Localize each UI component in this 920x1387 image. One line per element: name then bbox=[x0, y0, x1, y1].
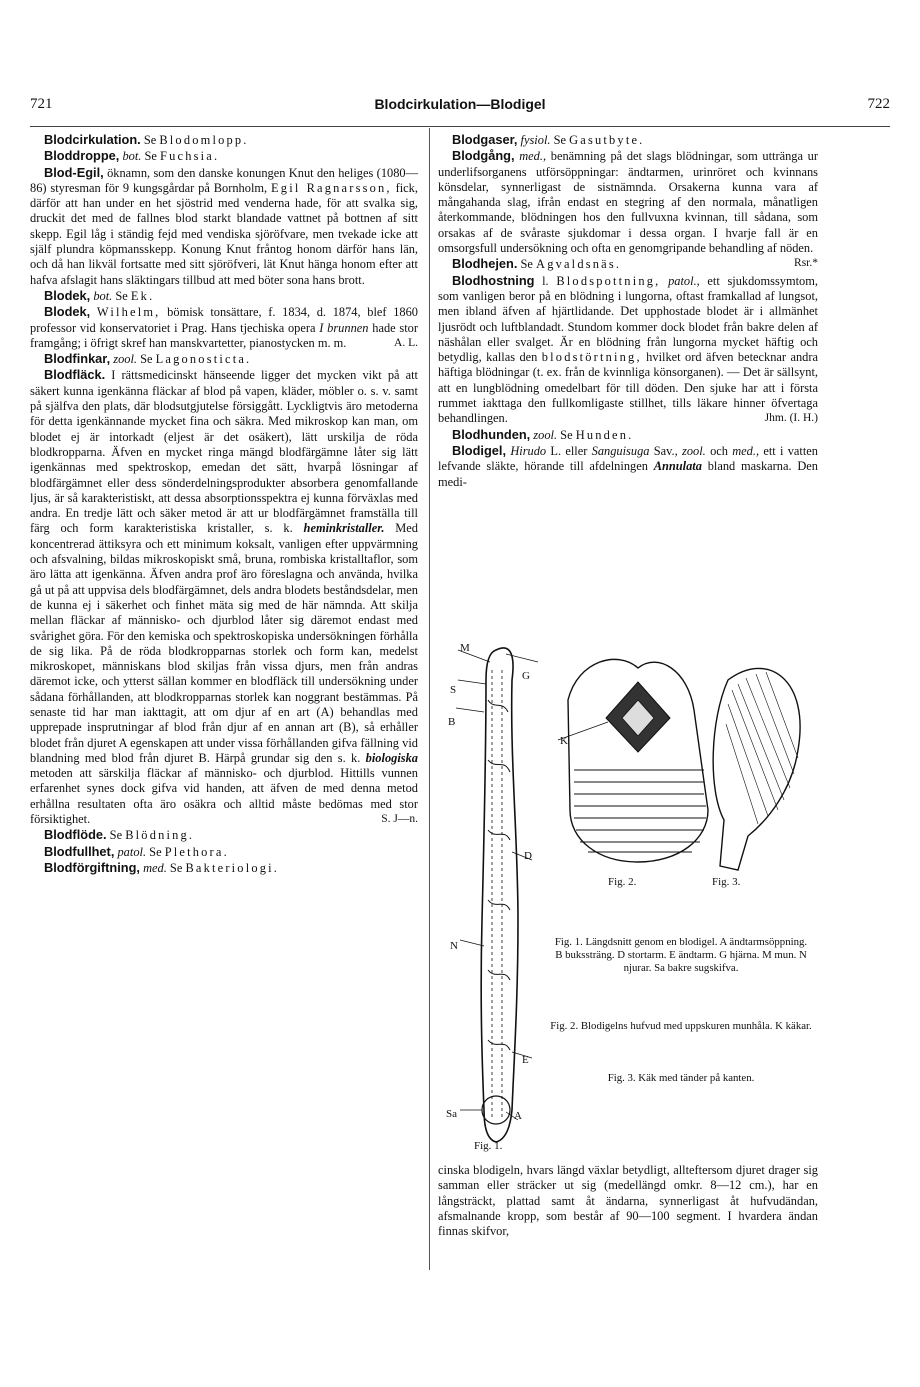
label-b: B bbox=[448, 716, 456, 728]
page-header bbox=[30, 96, 890, 118]
label-s: S bbox=[450, 684, 457, 696]
right-column bbox=[438, 132, 818, 490]
signature: Rsr.* bbox=[794, 257, 818, 270]
entry-blodcirkulation: Blodcirkulation. Se Blodomlopp. bbox=[44, 132, 249, 147]
figure-leech bbox=[438, 640, 818, 1160]
entry-blodfullhet: Blodfullhet, patol. Se Plethora. bbox=[44, 843, 229, 859]
left-column bbox=[30, 132, 418, 876]
entry-blodflode: Blodflöde. Se Blödning. bbox=[44, 827, 195, 843]
entry-blodigel: Blodigel, Hirudo L. eller Sanguisuga Sav., zool. och med., ett i vatten lefvande släkte, hörande till afdelningen Annulata bland maskarna. Den medi- bbox=[438, 442, 818, 489]
entry-bloddroppe: Bloddroppe, bot. Se Fuchsia. bbox=[44, 148, 220, 164]
fig3-label: Fig. 3. bbox=[712, 876, 741, 888]
right-column-continued bbox=[438, 1163, 818, 1239]
label-g: G bbox=[522, 670, 530, 682]
caption-fig3: Fig. 3. Käk med tänder på kanten. bbox=[607, 1072, 755, 1084]
column-divider bbox=[429, 128, 430, 1270]
label-m: M bbox=[460, 642, 470, 654]
entry-blodek-bot: Blodek, bot. Se Ek. bbox=[44, 287, 155, 303]
running-head: Blodcirkulation—Blodigel bbox=[374, 96, 546, 112]
blodigel-continuation: cinska blodigeln, hvars längd växlar betydligt, allteftersom djuret drager sig samman eller sträcker ut sig (medellängd omkr. 8—12 cm.), har en långsträckt, plattad samt åt ändarna, synnerligast åt hufvudändan, afsmalnande kropp, som består af 90—100 segment. I hvardera ändan finnas skifvor, bbox=[438, 1163, 818, 1239]
entry-blodhunden: Blodhunden, zool. Se Hunden. bbox=[452, 426, 634, 442]
entry-blodgang: Blodgång, med., benämning på det slags blödningar, som uttränga ur underlifsorganens utförsöppningar: ändtarmen, urinröret och kvinnans könsdelar, synnerligast de sistnämnda. Orsakerna kunna vara af mångahanda slag, ifrån endast en stegring af den normala, månatligen återkommande, blödningen hos den fullvuxna kvinnan, till sådana, som orsakas af de svåraste sjukdomar i dessa organ. I hvarje fall är en omsorgsfull undersökning och ofta en genomgripande behandling af nöden. Rsr.* bbox=[438, 148, 818, 256]
entry-blodfinkar: Blodfinkar, zool. Se Lagonosticta. bbox=[44, 351, 252, 367]
fig1-label: Fig. 1. bbox=[474, 1140, 503, 1152]
entry-blodflack: Blodfläck. I rättsmedicinskt hänseende ligger det mycken vikt på att säkert kunna igenkänna fläckar af blod på vapen, kläder, möbler o. s. v. samt på själfva den plats, där blodsutgjutelse försiggått. Lyckligtvis äro metoderna för detta igenkännande mycket fina och säkra. Med mikroskop kan man, om blodet ej är intorkadt (eljest är det osäkert), lätt urskilja de röda blodkropparna. Äfven en mycket ringa mängd blodfärgämne låter sig lätt igenkännas med spektroskop, emedan det sätt, hvarpå lösningar af blodfärgämnet eller dess sönderdelningsprodukter absorbera genomfallande ljus, är så karakteristiskt, att dessa absorptionsspektra ej kunna förväxlas med andra. En tredje lätt och säker metod är att ur blodfärgämnet framställa till färg och form karakteristiska kristaller, s. k. heminkristaller. Med koncentrerad ättiksyra och ett minimum koksalt, vanligen efter uppvärmning och afsvalning, bildas mikroskopiskt små, bruna, rombiska kristalltaflor, som äro lätta att igenkänna. Äfven andra prof äro föreslagna och använda, hvilka gå ut på att uppvisa dels blodfärgämnet, dels andra blodets beståndsdelar, men de kunna ej i säkerhet och finhet mäta sig med de här nämnda. Att skilja mellan fläckar af människo- och djurblod låter sig däremot endast med svårighet göra. För den kemiska och spektroskopiska undersökningen förhålla de sig lika. På de röda blodkropparnas storlek och form kan, medelst mikroskopet, människans blod skiljas från vissa djurs, men från andras däremot icke, och ytterst sällan kommer en blodfläck till undersökning under sådana förhållanden, att blodkropparnas storlek kan noggrant bestämmas. På senaste tid har man iakttagit, att om djur af en art (A) behandlas med upprepade insprutningar af blod från djur af en annan art (B), så erhåller blodet från djuret A egenskapen att under vissa förhållanden gifva fällning vid blandning med blod från djuret B. Härpå grundar sig den s. k. biologiska metoden att särskilja fläckar af människo- och djurblod. Hittills vunnen erfarenhet synes dock gifva vid handen, att äfven de med denna metod erhållna resultaten ofta äro osäkra och alltid måste bedömas med stor försiktighet. S. J—n. bbox=[30, 367, 418, 827]
label-k: K bbox=[560, 735, 568, 747]
page-number-left: 721 bbox=[30, 96, 53, 112]
fig3-drawing bbox=[713, 668, 800, 870]
fig1-drawing bbox=[456, 648, 538, 1142]
entry-blodhejen: Blodhejen. Se Agvaldsnäs. bbox=[452, 256, 622, 272]
entry-blodforgiftning: Blodförgiftning, med. Se Bakteriologi. bbox=[44, 859, 280, 875]
fig2-label: Fig. 2. bbox=[608, 876, 637, 888]
page-number-right: 722 bbox=[867, 96, 890, 112]
signature: S. J—n. bbox=[381, 813, 418, 826]
header-rule bbox=[30, 126, 890, 127]
label-n: N bbox=[450, 940, 458, 952]
caption-fig2: Fig. 2. Blodigelns hufvud med uppskuren munhåla. K käkar. bbox=[550, 1020, 812, 1032]
signature: Jhm. (I. H.) bbox=[764, 412, 818, 425]
signature: A. L. bbox=[394, 336, 418, 349]
caption-fig1: Fig. 1. Längdsnitt genom en blodigel. A ändtarmsöppning. B bukssträng. D stortarm. E ändtarm. G hjärna. M mun. N njurar. Sa bakre sugskifva. bbox=[554, 936, 808, 974]
label-d: D bbox=[524, 850, 532, 862]
entry-blodek-wilhelm: Blodek, Wilhelm, bömisk tonsättare, f. 1834, d. 1874, blef 1860 professor vid konservatoriet i Prag. Hans tjechiska opera I brunnen hade stor framgång; i öfrigt skref han manskvartetter, pianostycken m. m. A. L. bbox=[30, 304, 418, 350]
entry-blodgaser: Blodgaser, fysiol. Se Gasutbyte. bbox=[452, 132, 645, 147]
fig2-drawing bbox=[558, 659, 708, 862]
label-sa: Sa bbox=[446, 1108, 457, 1120]
entry-blodhostning: Blodhostning l. Blodspottning, patol., ett sjukdomssymtom, som vanligen beror på en blödning i lungorna, oftast framkallad af lungsot, men ibland äfven af hjärtlidande. Det upphostade blodet är i allmänhet ljusrödt och luftblandadt. Stundom kommer dock blodet från bakre delen af näshålan eller svalget. Är en blödning från lungorna mycket häftig och betydlig, kallas den blodstörtning, hvilket ord äfven betecknar andra häftiga blödningar (t. ex. från de kvinnliga könsorganen). — Det är sällsynt, att en lungblödning omedelbart för till döden. Den sjuke har att i första rummet iakttaga den fullkomligaste stillhet, tills läkare hinner öfvertaga behandlingen. Jhm. (I. H.) bbox=[438, 272, 818, 426]
label-a: A bbox=[514, 1110, 522, 1122]
entry-blod-egil: Blod-Egil, öknamn, som den danske konungen Knut den heliges (1080—86) styresman för 9 kungsgårdar på Bornholm, Egil Ragnarsson, fick, därför att han under en het sjöstrid med venderna hade, för att svalka sig, druckit det med de fallnes blod starkt blandade vattnet på bottnen af sitt skepp. Egil låg i ständig fejd med vendiska sjöröfvare, men tvekade icke att själf plundra köpmansskepp. Konung Knut fråntog honom därför hans län, och då han likväl fortsatte med sitt sjöröfveri, lät Knut hänga honom efter att hafva afslagit hans släktingars tillbud att med böter sona hans brott. bbox=[30, 164, 418, 287]
label-e: E bbox=[522, 1054, 529, 1066]
